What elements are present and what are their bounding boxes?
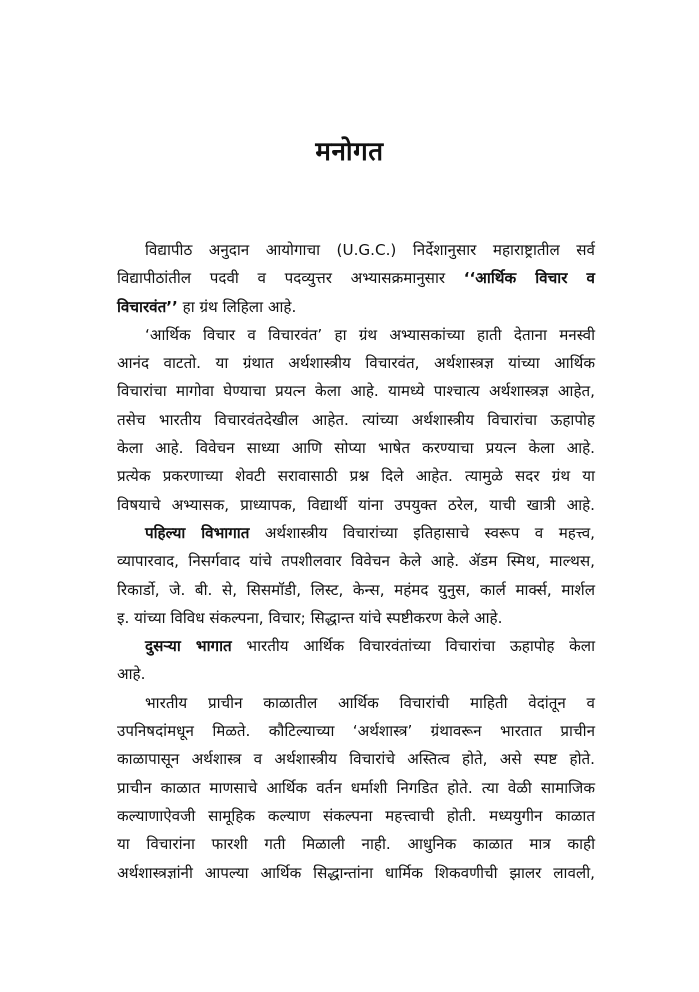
text-line (117, 632, 595, 660)
text-line: उपनिषदांमधून मिळते. कौटिल्याच्या ‘अर्थशास्त्र’ ग्रंथावरून भारतात प्राचीन (117, 722, 595, 741)
text-run: भारतीय आर्थिक विचारवंतांच्या विचारांचा ऊहापोह केला (231, 637, 595, 656)
body-text (117, 236, 595, 887)
book-title-bold: विचारवंत’’ (117, 297, 178, 316)
text-run: विद्यापीठांतील पदवी व पदव्युत्तर अभ्यासक्रमानुसार (117, 269, 464, 288)
section-label-bold: पहिल्या विभागात (145, 523, 250, 542)
text-line: कल्याणाऐवजी सामूहिक कल्याण संकल्पना महत्त्वाची होती. मध्ययुगीन काळात (117, 806, 595, 825)
text-line: काळापासून अर्थशास्त्र व अर्थशास्त्रीय विचारांचे अस्तित्व होते, असे स्पष्ट होते. (117, 750, 595, 769)
book-title-bold: ‘‘आर्थिक विचार व (463, 269, 595, 288)
page-title: मनोगत (315, 137, 384, 167)
text-line (117, 519, 595, 547)
text-line: विषयाचे अभ्यासक, प्राध्यापक, विद्यार्थी यांना उपयुक्त ठरेल, याची खात्री आहे. (117, 495, 595, 514)
text-line: केला आहे. विवेचन साध्या आणि सोप्या भाषेत करण्याचा प्रयत्न केला आहे. (117, 439, 595, 458)
text-line: आहे. (117, 665, 146, 684)
text-line: प्रत्येक प्रकरणाच्या शेवटी सरावासाठी प्रश्न दिले आहेत. त्यामुळे सदर ग्रंथ या (117, 467, 595, 486)
text-line: या विचारांना फारशी गती मिळाली नाही. आधुनिक काळात मात्र काही (117, 835, 595, 854)
text-line (117, 293, 595, 321)
text-line (117, 264, 595, 292)
text-line: भारतीय प्राचीन काळातील आर्थिक विचारांची माहिती वेदांतून व (145, 693, 595, 712)
text-run: अर्थशास्त्रीय विचारांच्या इतिहासाचे स्वरूप व महत्त्व, (249, 523, 595, 542)
text-line: विद्यापीठ अनुदान आयोगाचा (U.G.C.) निर्देशानुसार महाराष्ट्रातील सर्व (145, 241, 595, 259)
section-label-bold: दुसऱ्या भागात (145, 637, 232, 656)
text-run: हा ग्रंथ लिहिला आहे. (177, 297, 297, 316)
text-line: ‘आर्थिक विचार व विचारवंत’ हा ग्रंथ अभ्यासकांच्या हाती देताना मनस्वी (145, 325, 595, 344)
text-line: तसेच भारतीय विचारवंतदेखील आहेत. त्यांच्या अर्थशास्त्रीय विचारांचा ऊहापोह (117, 410, 595, 429)
text-line: अर्थशास्त्रज्ञांनी आपल्या आर्थिक सिद्धान्तांना धार्मिक शिकवणीची झालर लावली, (117, 863, 595, 882)
text-line: इ. यांच्या विविध संकल्पना, विचार; सिद्धान्त यांचे स्पष्टीकरण केले आहे. (117, 608, 503, 627)
text-line: प्राचीन काळात माणसाचे आर्थिक वर्तन धर्माशी निगडित होते. त्या वेळी सामाजिक (117, 778, 595, 797)
text-line: विचारांचा मागोवा घेण्याचा प्रयत्न केला आहे. यामध्ये पाश्चात्य अर्थशास्त्रज्ञ आहेत, (117, 382, 595, 401)
text-line: रिकार्डो, जे. बी. से, सिसमॉडी, लिस्ट, केन्स, महंमद युनुस, कार्ल मार्क्स, मार्शल (117, 580, 595, 599)
text-line: आनंद वाटतो. या ग्रंथात अर्थशास्त्रीय विचारवंत, अर्थशास्त्रज्ञ यांच्या आर्थिक (117, 354, 595, 373)
text-line: व्यापारवाद, निसर्गवाद यांचे तपशीलवार विवेचन केले आहे. ॲडम स्मिथ, माल्थस, (117, 552, 595, 571)
